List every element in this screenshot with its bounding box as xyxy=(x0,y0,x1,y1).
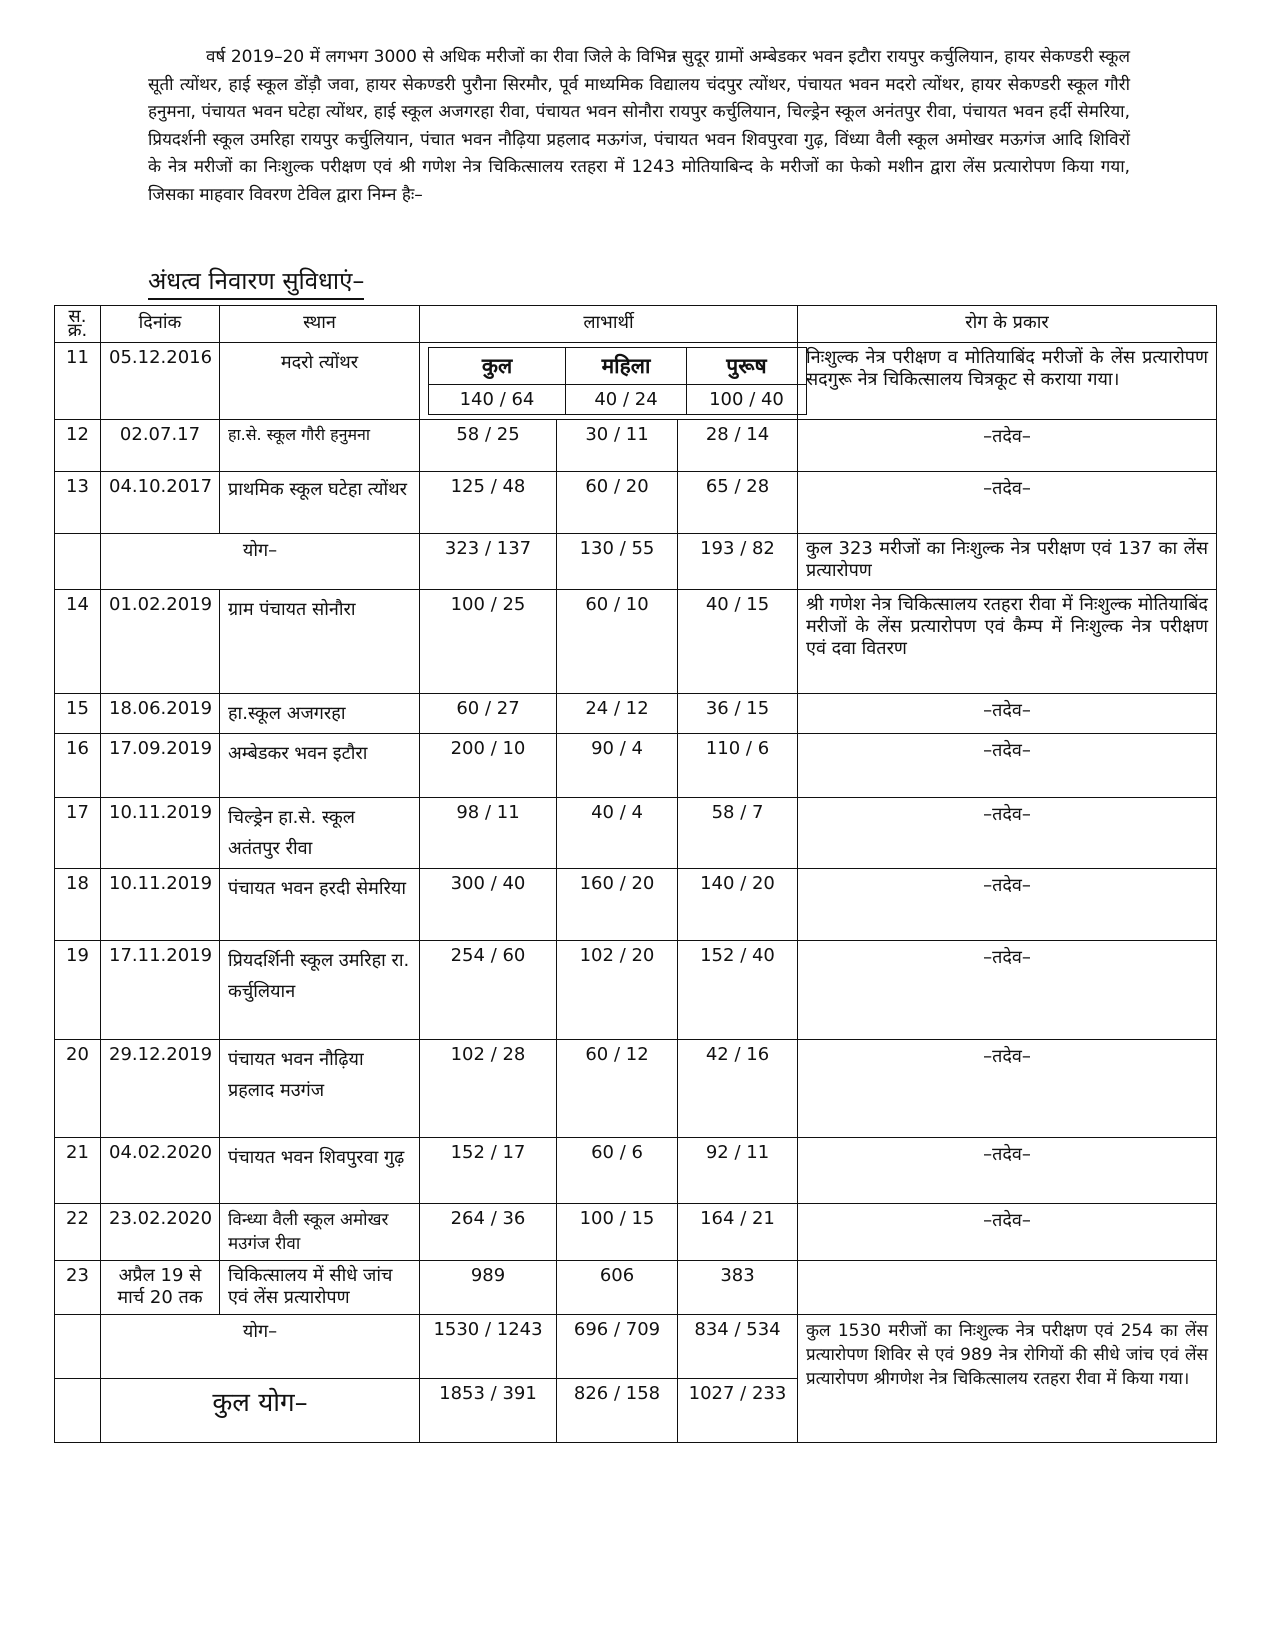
row-remark: –तदेव– xyxy=(798,869,1217,941)
row-beneficiary-block xyxy=(420,343,798,420)
header-sno: स. क्र. xyxy=(55,306,101,343)
row-place: चिल्ड्रेन हा.से. स्कूल अतंतपुर रीवा xyxy=(220,798,420,869)
row-date: 02.07.17 xyxy=(101,420,220,472)
row-total: 98 / 11 xyxy=(420,798,557,869)
final-remark: कुल 1530 मरीजों का निःशुल्क नेत्र परीक्षण एवं 254 का लेंस प्रत्यारोपण शिविर से एवं 989 नेत्र रोगियों की सीधे जांच एवं लेंस प्रत्यारोपण श्रीगणेश नेत्र चिकित्सालय रतहरा रीवा में किया गया। xyxy=(798,1315,1217,1443)
row-total: 200 / 10 xyxy=(420,734,557,798)
subtotal-row xyxy=(55,1315,1217,1379)
beneficiary-table xyxy=(54,305,1217,1443)
row-male: 92 / 11 xyxy=(678,1138,798,1204)
row-sno: 13 xyxy=(55,472,101,534)
row-total: 264 / 36 xyxy=(420,1204,557,1261)
row-remark: –तदेव– xyxy=(798,941,1217,1040)
row-sno: 15 xyxy=(55,694,101,734)
row-date: 29.12.2019 xyxy=(101,1040,220,1138)
row-sno: 23 xyxy=(55,1261,101,1315)
row-total: 102 / 28 xyxy=(420,1040,557,1138)
row-male: 28 / 14 xyxy=(678,420,798,472)
row-date: 04.10.2017 xyxy=(101,472,220,534)
row-place: प्रियदर्शिनी स्कूल उमरिहा रा. कर्चुलियान xyxy=(220,941,420,1040)
table-row xyxy=(55,343,1217,420)
table-row xyxy=(55,941,1217,1040)
subtotal-male: 193 / 82 xyxy=(678,534,798,590)
row-place: ग्राम पंचायत सोनौरा xyxy=(220,590,420,694)
subheader-female: महिला xyxy=(566,348,687,385)
row-female: 60 / 12 xyxy=(557,1040,678,1138)
table-row xyxy=(55,1261,1217,1315)
row-female: 60 / 20 xyxy=(557,472,678,534)
grand-total-male: 1027 / 233 xyxy=(678,1379,798,1443)
row-date: 17.09.2019 xyxy=(101,734,220,798)
table-row xyxy=(55,869,1217,941)
row-sno: 16 xyxy=(55,734,101,798)
row-place: हा.से. स्कूल गौरी हनुमना xyxy=(220,420,420,472)
row-place: चिकित्सालय में सीधे जांच एवं लेंस प्रत्यारोपण xyxy=(220,1261,420,1315)
subtotal-male: 834 / 534 xyxy=(678,1315,798,1379)
row-female: 102 / 20 xyxy=(557,941,678,1040)
row-date: 10.11.2019 xyxy=(101,869,220,941)
row-female: 60 / 10 xyxy=(557,590,678,694)
table-row xyxy=(55,694,1217,734)
row-female: 160 / 20 xyxy=(557,869,678,941)
row-total: 254 / 60 xyxy=(420,941,557,1040)
row-female: 100 / 15 xyxy=(557,1204,678,1261)
subtotal-row xyxy=(55,534,1217,590)
row-female: 30 / 11 xyxy=(557,420,678,472)
row-female: 40 / 4 xyxy=(557,798,678,869)
row-sno: 11 xyxy=(55,343,101,420)
row-remark: –तदेव– xyxy=(798,798,1217,869)
header-place: स्थान xyxy=(220,306,420,343)
row-place: हा.स्कूल अजगरहा xyxy=(220,694,420,734)
row-male: 100 / 40 xyxy=(687,385,807,415)
row-sno: 19 xyxy=(55,941,101,1040)
row-remark: निःशुल्क नेत्र परीक्षण व मोतियाबिंद मरीजों के लेंस प्रत्यारोपण सदगुरू नेत्र चिकित्सालय चित्रकूट से कराया गया। xyxy=(798,343,1217,420)
subheader-male: पुरूष xyxy=(687,348,807,385)
row-place: विन्ध्या वैली स्कूल अमोखर मउगंज रीवा xyxy=(220,1204,420,1261)
subtotal-sno-empty xyxy=(55,534,101,590)
grand-total-total: 1853 / 391 xyxy=(420,1379,557,1443)
table-row xyxy=(55,590,1217,694)
subtotal-total: 1530 / 1243 xyxy=(420,1315,557,1379)
table-row xyxy=(55,1138,1217,1204)
row-male: 36 / 15 xyxy=(678,694,798,734)
row-remark: –तदेव– xyxy=(798,1040,1217,1138)
row-sno: 22 xyxy=(55,1204,101,1261)
row-place: पंचायत भवन हरदी सेमरिया xyxy=(220,869,420,941)
row-date: अप्रैल 19 से मार्च 20 तक xyxy=(101,1261,220,1315)
subtotal-sno-empty xyxy=(55,1315,101,1379)
header-date: दिनांक xyxy=(101,306,220,343)
section-heading: अंधत्व निवारण सुविधाएं– xyxy=(148,264,364,300)
row-date: 10.11.2019 xyxy=(101,798,220,869)
header-row xyxy=(55,306,1217,343)
row-remark xyxy=(798,1261,1217,1315)
row-male: 40 / 15 xyxy=(678,590,798,694)
row-female: 24 / 12 xyxy=(557,694,678,734)
row-sno: 20 xyxy=(55,1040,101,1138)
row-remark: –तदेव– xyxy=(798,472,1217,534)
row-female: 90 / 4 xyxy=(557,734,678,798)
row-date: 05.12.2016 xyxy=(101,343,220,420)
table-row xyxy=(55,798,1217,869)
subtotal-total: 323 / 137 xyxy=(420,534,557,590)
row-sno: 17 xyxy=(55,798,101,869)
row-total: 60 / 27 xyxy=(420,694,557,734)
row-total: 140 / 64 xyxy=(429,385,566,415)
row-remark: –तदेव– xyxy=(798,694,1217,734)
row-remark: –तदेव– xyxy=(798,420,1217,472)
row-female: 40 / 24 xyxy=(566,385,687,415)
row-total: 152 / 17 xyxy=(420,1138,557,1204)
row-remark: –तदेव– xyxy=(798,1138,1217,1204)
grand-total-sno-empty xyxy=(55,1379,101,1443)
row-male: 65 / 28 xyxy=(678,472,798,534)
row-total: 100 / 25 xyxy=(420,590,557,694)
row-sno: 14 xyxy=(55,590,101,694)
header-disease: रोग के प्रकार xyxy=(798,306,1217,343)
row-remark: श्री गणेश नेत्र चिकित्सालय रतहरा रीवा में निःशुल्क मोतियाबिंद मरीजों के लेंस प्रत्यारोपण एवं कैम्प में निःशुल्क नेत्र परीक्षण एवं दवा वितरण xyxy=(798,590,1217,694)
row-male: 383 xyxy=(678,1261,798,1315)
row-date: 23.02.2020 xyxy=(101,1204,220,1261)
row-place: पंचायत भवन शिवपुरवा गुढ़ xyxy=(220,1138,420,1204)
row-date: 04.02.2020 xyxy=(101,1138,220,1204)
row-total: 989 xyxy=(420,1261,557,1315)
row-place: मदरो त्योंथर xyxy=(220,343,420,420)
subtotal-female: 130 / 55 xyxy=(557,534,678,590)
subheader-total: कुल xyxy=(429,348,566,385)
row-place: प्राथमिक स्कूल घटेहा त्योंथर xyxy=(220,472,420,534)
row-total: 125 / 48 xyxy=(420,472,557,534)
subtotal-label: योग– xyxy=(101,534,420,590)
row-female: 606 xyxy=(557,1261,678,1315)
row-male: 58 / 7 xyxy=(678,798,798,869)
row-date: 17.11.2019 xyxy=(101,941,220,1040)
row-sno: 12 xyxy=(55,420,101,472)
row-remark: –तदेव– xyxy=(798,1204,1217,1261)
row-female: 60 / 6 xyxy=(557,1138,678,1204)
row-male: 152 / 40 xyxy=(678,941,798,1040)
subtotal-label: योग– xyxy=(101,1315,420,1379)
row-place: पंचायत भवन नौढ़िया प्रहलाद मउगंज xyxy=(220,1040,420,1138)
row-date: 01.02.2019 xyxy=(101,590,220,694)
table-row xyxy=(55,1204,1217,1261)
row-total: 300 / 40 xyxy=(420,869,557,941)
row-male: 164 / 21 xyxy=(678,1204,798,1261)
table-row xyxy=(55,472,1217,534)
row-sno: 18 xyxy=(55,869,101,941)
row-male: 110 / 6 xyxy=(678,734,798,798)
row-date: 18.06.2019 xyxy=(101,694,220,734)
header-beneficiaries: लाभार्थी xyxy=(420,306,798,343)
row-sno: 21 xyxy=(55,1138,101,1204)
table-row xyxy=(55,1040,1217,1138)
table-row xyxy=(55,420,1217,472)
row-remark: –तदेव– xyxy=(798,734,1217,798)
grand-total-label: कुल योग– xyxy=(101,1379,420,1443)
row-total: 58 / 25 xyxy=(420,420,557,472)
intro-paragraph: वर्ष 2019–20 में लगभग 3000 से अधिक मरीजों का रीवा जिले के विभिन्न सुदूर ग्रामों अम्बेडकर भवन इटौरा रायपुर कर्चुलियान, हायर सेकण्डरी स्कूल सूती त्योंथर, हाई स्कूल डोंड़ौ जवा, हायर सेकण्डरी पुरौना सिरमौर, पूर्व माध्यमिक विद्यालय चंदपुर त्योंथर, पंचायत भवन मदरो त्योंथर, हायर सेकण्डरी स्कूल गौरी हनुमना, पंचायत भवन घटेहा त्योंथर, हाई स्कूल अजगरहा रीवा, पंचायत भवन सोनौरा रायपुर कर्चुलियान, चिल्ड्रेन स्कूल अनंतपुर रीवा, पंचायत भवन हर्दी सेमरिया, प्रियदर्शनी स्कूल उमरिहा रायपुर कर्चुलियान, पंचात भवन नौढ़िया प्रहलाद मऊगंज, पंचायत भवन शिवपुरवा गुढ़, विंध्या वैली स्कूल अमोखर मऊगंज आदि शिविरों के नेत्र मरीजों का निःशुल्क परीक्षण एवं श्री गणेश नेत्र चिकित्सालय रतहरा में 1243 मोतियाबिन्द के मरीजों का फेको मशीन द्वारा लेंस प्रत्यारोपण किया गया, जिसका माहवार विवरण टेविल द्वारा निम्न हैः– xyxy=(148,47,1130,205)
row-male: 42 / 16 xyxy=(678,1040,798,1138)
subtotal-remark: कुल 323 मरीजों का निःशुल्क नेत्र परीक्षण एवं 137 का लेंस प्रत्यारोपण xyxy=(798,534,1217,590)
grand-total-female: 826 / 158 xyxy=(557,1379,678,1443)
row-place: अम्बेडकर भवन इटौरा xyxy=(220,734,420,798)
row-male: 140 / 20 xyxy=(678,869,798,941)
subtotal-female: 696 / 709 xyxy=(557,1315,678,1379)
table-row xyxy=(55,734,1217,798)
